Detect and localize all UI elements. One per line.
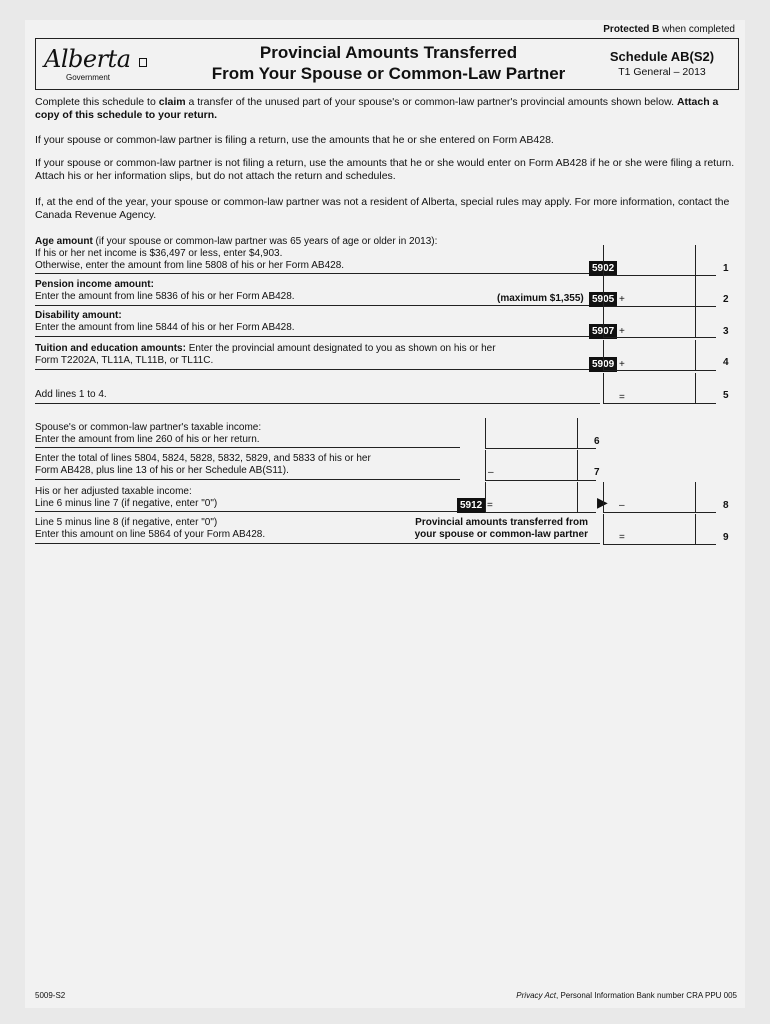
protected-label: Protected B when completed xyxy=(603,24,735,35)
line-5-field[interactable] xyxy=(603,373,696,404)
header-box xyxy=(35,38,739,90)
line-8a-field[interactable] xyxy=(485,482,578,513)
intro-not-filing: If your spouse or common-law partner is not filing a return, use the amounts that he or she would enter on Form AB428 if he or she were filing a return. Attach his or her information slips, but do not attach the return and schedules. xyxy=(35,157,735,182)
line-9-cents[interactable] xyxy=(695,514,716,545)
intro-claim: Complete this schedule to claim a transfer of the unused part of your spouse's or common-law partner's provincial amounts shown below. Attach a copy of this schedule to your return. xyxy=(35,96,719,121)
line-2-field[interactable] xyxy=(603,276,696,307)
intro-filing: If your spouse or common-law partner is filing a return, use the amounts that he or she entered on Form AB428. xyxy=(35,134,554,146)
form-number: 5009-S2 xyxy=(35,991,66,1000)
code-5912: 5912 xyxy=(457,498,485,513)
line-8a-cents[interactable] xyxy=(577,482,596,513)
code-5907: 5907 xyxy=(589,324,617,339)
arrow-right-icon: ▶ xyxy=(597,494,608,510)
line-4-field[interactable] xyxy=(603,340,696,371)
disability-text: Disability amount: Enter the amount from line 5844 of his or her Form AB428. xyxy=(35,310,295,333)
form-title: Provincial Amounts Transferred From Your Spouse or Common-Law Partner xyxy=(211,43,566,83)
line-2-cents[interactable] xyxy=(695,276,716,307)
line-9-field[interactable] xyxy=(603,514,696,545)
line-4-cents[interactable] xyxy=(695,340,716,371)
final-line-label: Provincial amounts transferred from your spouse or common-law partner xyxy=(414,517,588,540)
logo-square-icon xyxy=(139,58,147,67)
line-5-cents[interactable] xyxy=(695,373,716,404)
total-lines-text: Enter the total of lines 5804, 5824, 5828, 5832, 5829, and 5833 of his or her Form AB428, plus line 13 of his or her Schedule AB(S11). xyxy=(35,453,371,476)
form-page: Protected B when completed Alberta Government Provincial Amounts Transferred From Your Spouse or Common-Law Partner Schedule AB(S2) T1 General – 2013 Complete this schedule to claim a transfer of the unused part of your spouse's or common-law partner's provincial amounts shown below. Attach a copy of this schedule to your return. If your spouse or common-law partner is filing a return, use the amounts that he or she entered on Form AB428. If your spouse or common-law partner is not filing a return, use the amounts that he or she would enter on Form AB428 if he or she were filing a return. Attach his or her information slips, but do not attach the return and schedules. If, at the end of the year, your spouse or common-law partner was not a resident of Alberta, special rules may apply. For more information, contact the Canada Revenue Agency. Age amount (if your spouse or common-law partner was 65 years of age or older in 2013): If his or her net income is $36,497 or less, enter $4,903. Otherwise, enter the amount from line 5808 of his or her Form AB428. 5902 1 Pension income amount: Enter the amount from line 5836 of his or her Form AB428. (maximum $1,355) 5905 + 2 Disability amount: Enter the amount from line 5844 of his or her Form AB428. 5907 + 3 Tuition and education amounts: Enter the provincial amount designated to you as shown on his or her Form T2202A, TL11A, TL11B, or TL11C. 5909 + 4 Add lines 1 to 4. = 5 Spouse's or common-law partner's taxable income: Enter the amount from line 260 of his or her return. 6 Enter the total of lines 5804, 5824, 5828, 5832, 5829, and 5833 of his or her Form AB428, plus line 13 of his or her Schedule AB(S11). – 7 His or her adjusted taxable income: Line 6 minus line 7 (if negative, enter "0") 5912 = ▶ – 8 Line 5 minus line 8 (if negative, enter "0") Enter this amount on line 5864 of your Form AB428. Provincial amounts transferred from your spouse or common-law partner = 9 5009-S2 Privacy Act, Personal Information Bank number CRA PPU 005 xyxy=(25,20,745,1008)
adjusted-income-text: His or her adjusted taxable income: Line 6 minus line 7 (if negative, enter "0") xyxy=(35,486,218,509)
line-8-field[interactable] xyxy=(603,482,696,513)
privacy-note: Privacy Act, Personal Information Bank number CRA PPU 005 xyxy=(516,991,737,1000)
line-3-cents[interactable] xyxy=(695,307,716,338)
code-5902: 5902 xyxy=(589,261,617,276)
intro-nonresident: If, at the end of the year, your spouse or common-law partner was not a resident of Alberta, special rules may apply. For more information, contact the Canada Revenue Agency. xyxy=(35,196,730,221)
age-amount-text: Age amount (if your spouse or common-law partner was 65 years of age or older in 2013): If his or her net income is $36,497 or less, enter $4,903. Otherwise, enter the amount from line 5808 of his or her Form AB428. xyxy=(35,236,438,271)
line-6-field[interactable] xyxy=(485,418,578,449)
code-5909: 5909 xyxy=(589,357,617,372)
code-5905: 5905 xyxy=(589,292,617,307)
schedule-id: Schedule AB(S2) T1 General – 2013 xyxy=(609,49,715,78)
alberta-logo: Alberta Government xyxy=(44,45,164,85)
line-8-cents[interactable] xyxy=(695,482,716,513)
line-1-cents[interactable] xyxy=(695,245,716,276)
line-7-field[interactable] xyxy=(485,450,578,481)
spouse-income-text: Spouse's or common-law partner's taxable income: Enter the amount from line 260 of his or her return. xyxy=(35,422,262,445)
line-1-field[interactable] xyxy=(603,245,696,276)
pension-text: Pension income amount: Enter the amount from line 5836 of his or her Form AB428. xyxy=(35,279,295,302)
line-3-field[interactable] xyxy=(603,307,696,338)
final-line-text: Line 5 minus line 8 (if negative, enter "0") Enter this amount on line 5864 of your Form AB428. xyxy=(35,517,266,540)
add-lines-text: Add lines 1 to 4. xyxy=(35,389,107,400)
tuition-text: Tuition and education amounts: Enter the provincial amount designated to you as shown on his or her Form T2202A, TL11A, TL11B, or TL11C. xyxy=(35,343,496,366)
